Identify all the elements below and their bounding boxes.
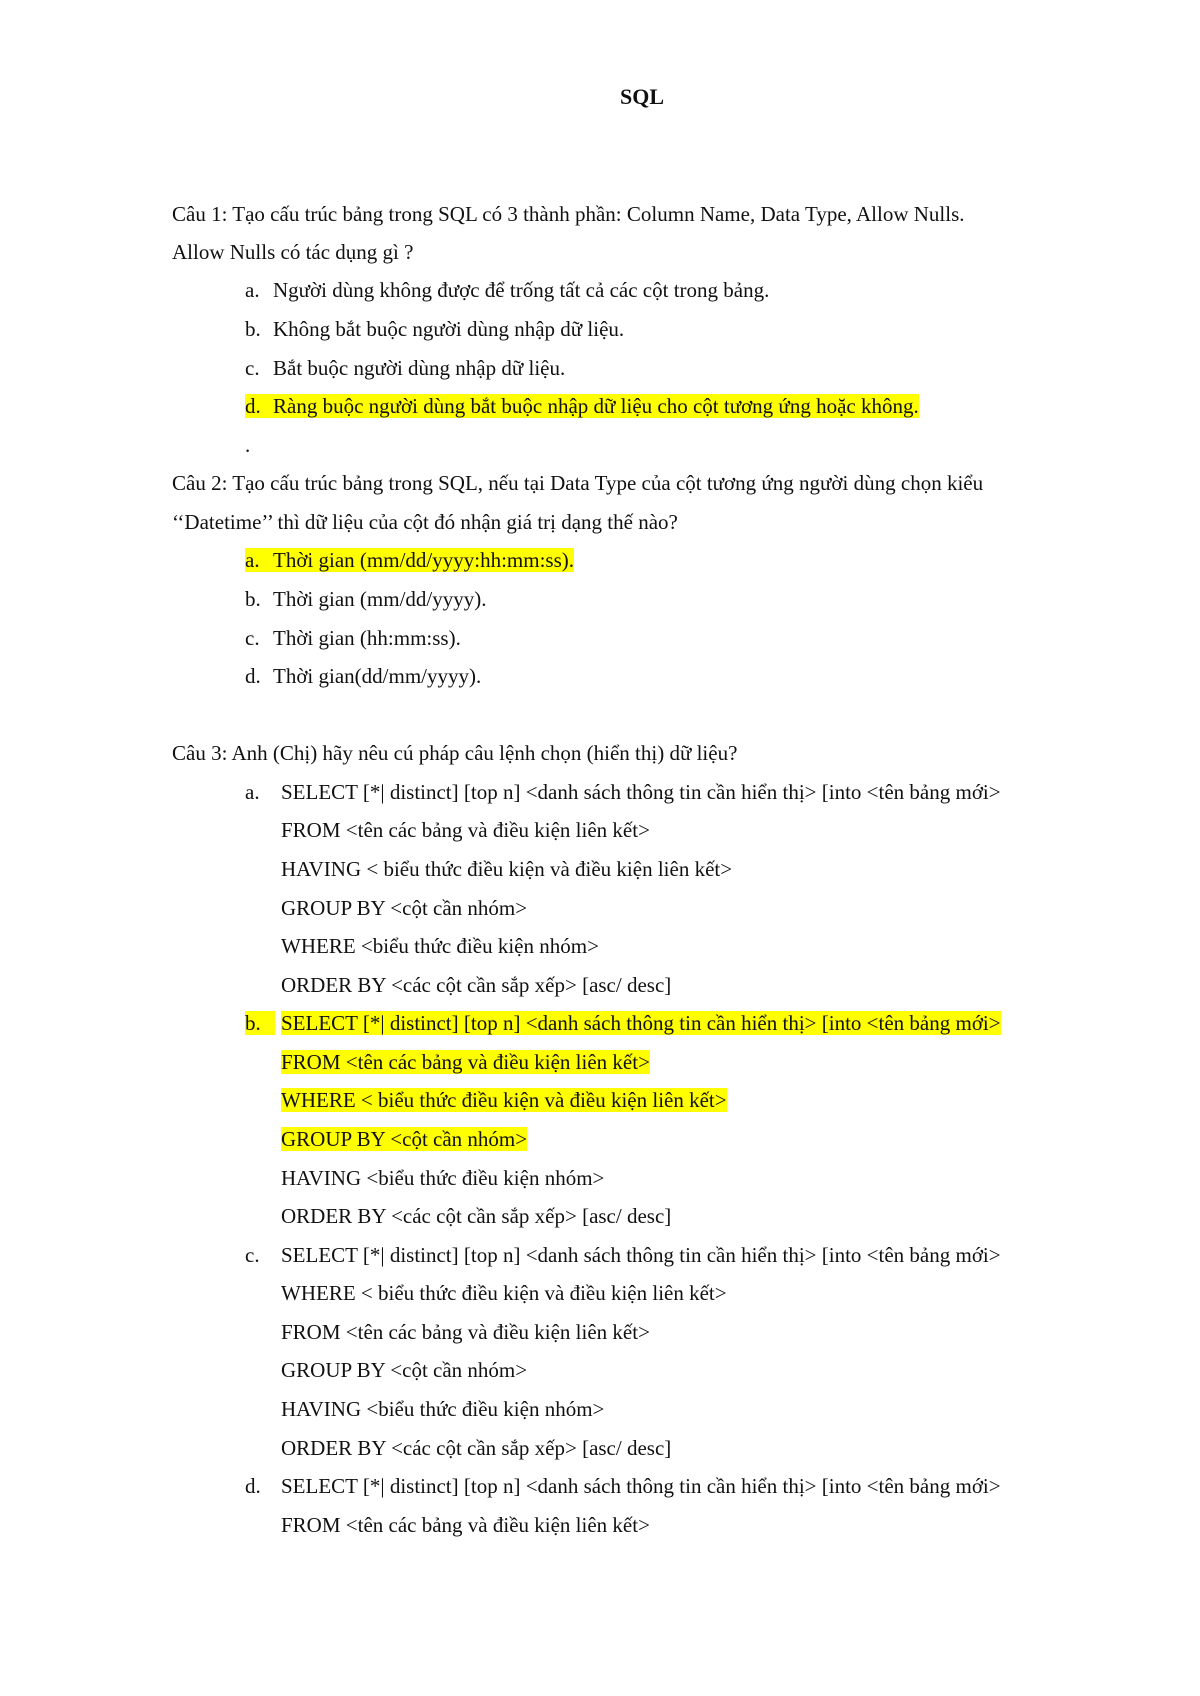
question-1-line-1: Câu 1: Tạo cấu trúc bảng trong SQL có 3 thành phần: Column Name, Data Type, Allow Nulls. bbox=[172, 202, 965, 226]
q1-trailing-period: . bbox=[245, 433, 251, 457]
q3-d-line: SELECT [*| distinct] [top n] <danh sách thông tin cần hiển thị> [into <tên bảng mới> bbox=[281, 1474, 1001, 1498]
question-3-line-1: Câu 3: Anh (Chị) hãy nêu cú pháp câu lệnh chọn (hiển thị) dữ liệu? bbox=[172, 741, 738, 765]
q3-a-line: FROM <tên các bảng và điều kiện liên kết> bbox=[281, 818, 650, 842]
option-text: Bắt buộc người dùng nhập dữ liệu. bbox=[273, 356, 566, 380]
q3-option-d-letter: d. bbox=[245, 1474, 261, 1498]
q3-c-line: ORDER BY <các cột cần sắp xếp> [asc/ desc] bbox=[281, 1436, 672, 1460]
option-text: Thời gian(dd/mm/yyyy). bbox=[273, 664, 482, 688]
q3-d-line: FROM <tên các bảng và điều kiện liên kết> bbox=[281, 1513, 650, 1537]
q3-b-line: HAVING <biểu thức điều kiện nhóm> bbox=[281, 1166, 605, 1190]
option-text: Thời gian (hh:mm:ss). bbox=[273, 626, 461, 650]
q3-b-line-highlighted: SELECT [*| distinct] [top n] <danh sách thông tin cần hiển thị> [into <tên bảng mới> bbox=[281, 1011, 1001, 1035]
question-2-line-1: Câu 2: Tạo cấu trúc bảng trong SQL, nếu tại Data Type của cột tương ứng người dùng chọn kiểu bbox=[172, 471, 984, 495]
q1-option-a bbox=[245, 270, 769, 311]
q1-option-b bbox=[245, 309, 624, 350]
q3-c-line: SELECT [*| distinct] [top n] <danh sách thông tin cần hiển thị> [into <tên bảng mới> bbox=[281, 1243, 1001, 1267]
option-letter: c. bbox=[245, 626, 260, 650]
q3-option-b-letter: b. bbox=[245, 1003, 275, 1044]
q3-a-line: SELECT [*| distinct] [top n] <danh sách thông tin cần hiển thị> [into <tên bảng mới> bbox=[281, 780, 1001, 804]
q2-option-a-answer bbox=[245, 540, 574, 581]
option-letter: b. bbox=[245, 587, 261, 611]
q3-c-line: FROM <tên các bảng và điều kiện liên kết> bbox=[281, 1320, 650, 1344]
option-letter: a. bbox=[245, 278, 260, 302]
option-text: Thời gian (mm/dd/yyyy:hh:mm:ss). bbox=[273, 548, 575, 572]
q3-b-line-highlighted: WHERE < biểu thức điều kiện và điều kiện liên kết> bbox=[281, 1088, 727, 1112]
option-letter: d. bbox=[245, 394, 261, 418]
q3-option-a-letter: a. bbox=[245, 780, 260, 804]
q3-a-line: GROUP BY <cột cần nhóm> bbox=[281, 896, 528, 920]
option-letter: b. bbox=[245, 317, 261, 341]
question-2-line-2: ‘‘Datetime’’ thì dữ liệu của cột đó nhận giá trị dạng thế nào? bbox=[172, 510, 678, 534]
q3-c-line: WHERE < biểu thức điều kiện và điều kiện liên kết> bbox=[281, 1281, 727, 1305]
q3-c-line: GROUP BY <cột cần nhóm> bbox=[281, 1358, 528, 1382]
option-letter: a. bbox=[245, 548, 260, 572]
option-text: Không bắt buộc người dùng nhập dữ liệu. bbox=[273, 317, 625, 341]
q3-option-c-letter: c. bbox=[245, 1243, 260, 1267]
q3-b-line-highlighted: FROM <tên các bảng và điều kiện liên kết> bbox=[281, 1050, 650, 1074]
q2-option-b bbox=[245, 579, 487, 620]
page-title: SQL bbox=[619, 84, 665, 109]
q2-option-c bbox=[245, 618, 461, 659]
option-text: Người dùng không được để trống tất cả các cột trong bảng. bbox=[273, 278, 770, 302]
q3-b-line-highlighted: GROUP BY <cột cần nhóm> bbox=[281, 1127, 528, 1151]
q3-c-line: HAVING <biểu thức điều kiện nhóm> bbox=[281, 1397, 605, 1421]
option-text: Ràng buộc người dùng bắt buộc nhập dữ liệu cho cột tương ứng hoặc không. bbox=[273, 394, 919, 418]
q3-a-line: ORDER BY <các cột cần sắp xếp> [asc/ desc] bbox=[281, 973, 672, 997]
q2-option-d bbox=[245, 656, 481, 697]
q3-a-line: HAVING < biểu thức điều kiện và điều kiện liên kết> bbox=[281, 857, 733, 881]
q1-option-d-answer bbox=[245, 386, 919, 427]
q3-a-line: WHERE <biểu thức điều kiện nhóm> bbox=[281, 934, 599, 958]
option-letter: d. bbox=[245, 664, 261, 688]
q3-b-line: ORDER BY <các cột cần sắp xếp> [asc/ desc] bbox=[281, 1204, 672, 1228]
option-letter: c. bbox=[245, 356, 260, 380]
q1-option-c bbox=[245, 348, 565, 389]
question-1-line-2: Allow Nulls có tác dụng gì ? bbox=[172, 240, 414, 264]
option-text: Thời gian (mm/dd/yyyy). bbox=[273, 587, 487, 611]
